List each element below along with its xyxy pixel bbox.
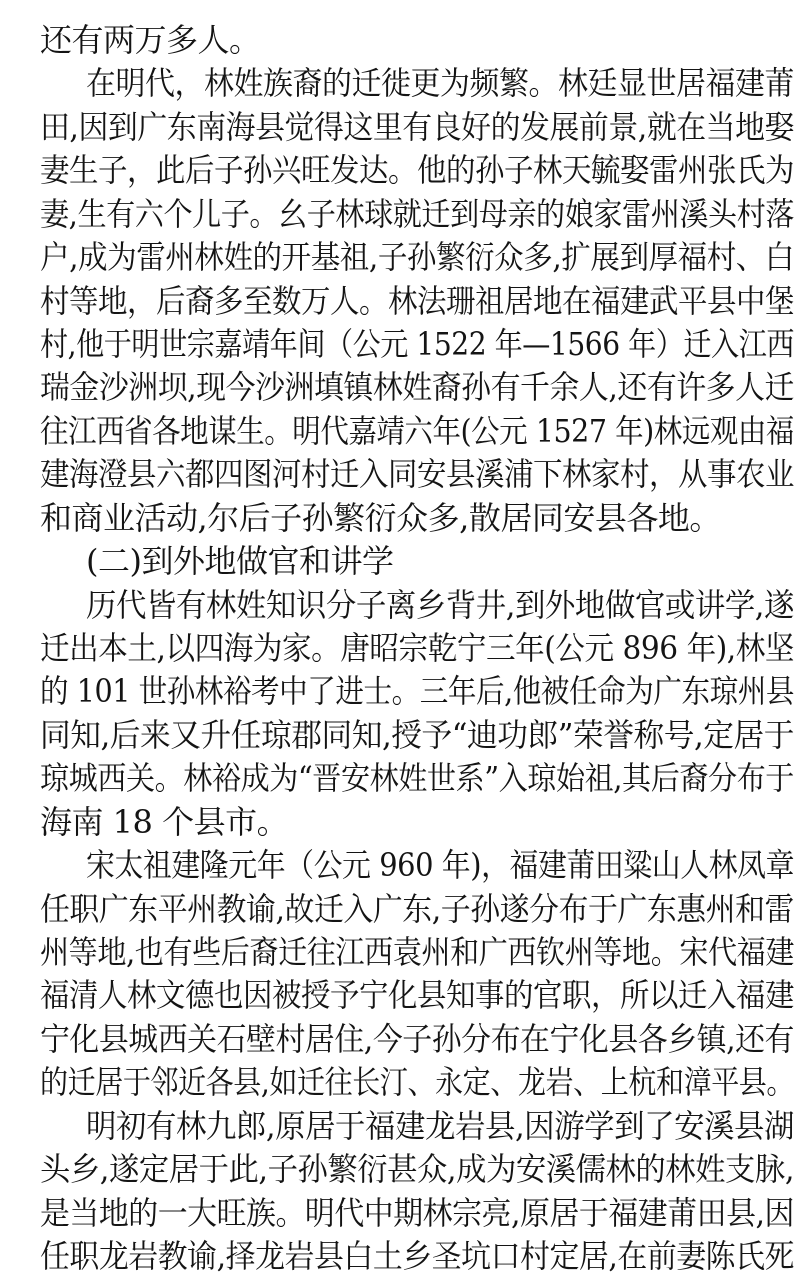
text-line: 宋太祖建隆元年（公元 960 年)，福建莆田粱山人林凤章	[86, 846, 795, 884]
text-line: 州等地,也有些后裔迁往江西袁州和广西钦州等地。宋代福建	[40, 933, 795, 971]
text-line: 历代皆有林姓知识分子离乡背井,到外地做官或讲学,遂	[86, 586, 795, 624]
text-line: 福清人林文德也因被授予宁化县知事的官职，所以迁入福建	[40, 976, 794, 1014]
text-line: 还有两万多人。	[40, 21, 261, 59]
text-line: 和商业活动,尔后子孙繁衍众多,散居同安县各地。	[40, 499, 721, 537]
text-line: 建海澄县六都四图河村迁入同安县溪浦下林家村，从事农业	[40, 455, 794, 493]
text-line: 宁化县城西关石壁村居住,今子孙分布在宁化县各乡镇,还有	[40, 1020, 795, 1058]
text-line: 往江西省各地谋生。明代嘉靖六年(公元 1527 年)林远观由福	[40, 412, 794, 450]
text-line: 的迁居于邻近各县,如迁往长汀、永定、龙岩、上杭和漳平县。	[40, 1063, 795, 1101]
text-line: 妻生子，此后子孙兴旺发达。他的孙子林天毓娶雷州张氏为	[40, 151, 794, 189]
text-line: 明初有林九郎,原居于福建龙岩县,因游学到了安溪县湖	[86, 1107, 795, 1145]
text-line: 田,因到广东南海县觉得这里有良好的发展前景,就在当地娶	[40, 108, 795, 146]
text-line: 村,他于明世宗嘉靖年间（公元 1522 年—1566 年）迁入江西	[40, 325, 795, 363]
text-line: 妻,生有六个儿子。幺子林球就迁到母亲的娘家雷州溪头村落	[40, 195, 795, 233]
text-line: 头乡,遂定居于此,子孙繁衍甚众,成为安溪儒林的林姓支脉,	[40, 1150, 795, 1188]
text-line: 瑞金沙洲坝,现今沙洲填镇林姓裔孙有千余人,还有许多人迁	[40, 368, 795, 406]
text-line: 同知,后来又升任琼郡同知,授予“迪功郎”荣誉称号,定居于	[40, 716, 794, 754]
text-line: 村等地，后裔多至数万人。林法珊祖居地在福建武平县中堡	[40, 282, 794, 320]
text-line: 迁出本土,以四海为家。唐昭宗乾宁三年(公元 896 年),林坚	[40, 629, 795, 667]
text-line: 是当地的一大旺族。明代中期林宗亮,原居于福建莆田县,因	[40, 1194, 795, 1232]
text-line: 在明代，林姓族裔的迁徙更为频繁。林廷显世居福建莆	[86, 64, 795, 102]
text-line: 任职广东平州教谕,故迁入广东,子孙遂分布于广东惠州和雷	[40, 890, 795, 928]
text-line: 海南 18 个县市。	[40, 803, 289, 841]
section-heading: (二)到外地做官和讲学	[86, 542, 394, 580]
text-line: 户,成为雷州林姓的开基祖,子孙繁衍众多,扩展到厚福村、白	[40, 238, 794, 276]
text-line: 的 101 世孙林裕考中了进士。三年后,他被任命为广东琼州县	[40, 672, 794, 710]
text-line: 任职龙岩教谕,择龙岩县白土乡圣坑口村定居,在前妻陈氏死	[40, 1237, 795, 1275]
text-line: 琼城西关。林裕成为“晋安林姓世系”入琼始祖,其后裔分布于	[40, 759, 794, 797]
